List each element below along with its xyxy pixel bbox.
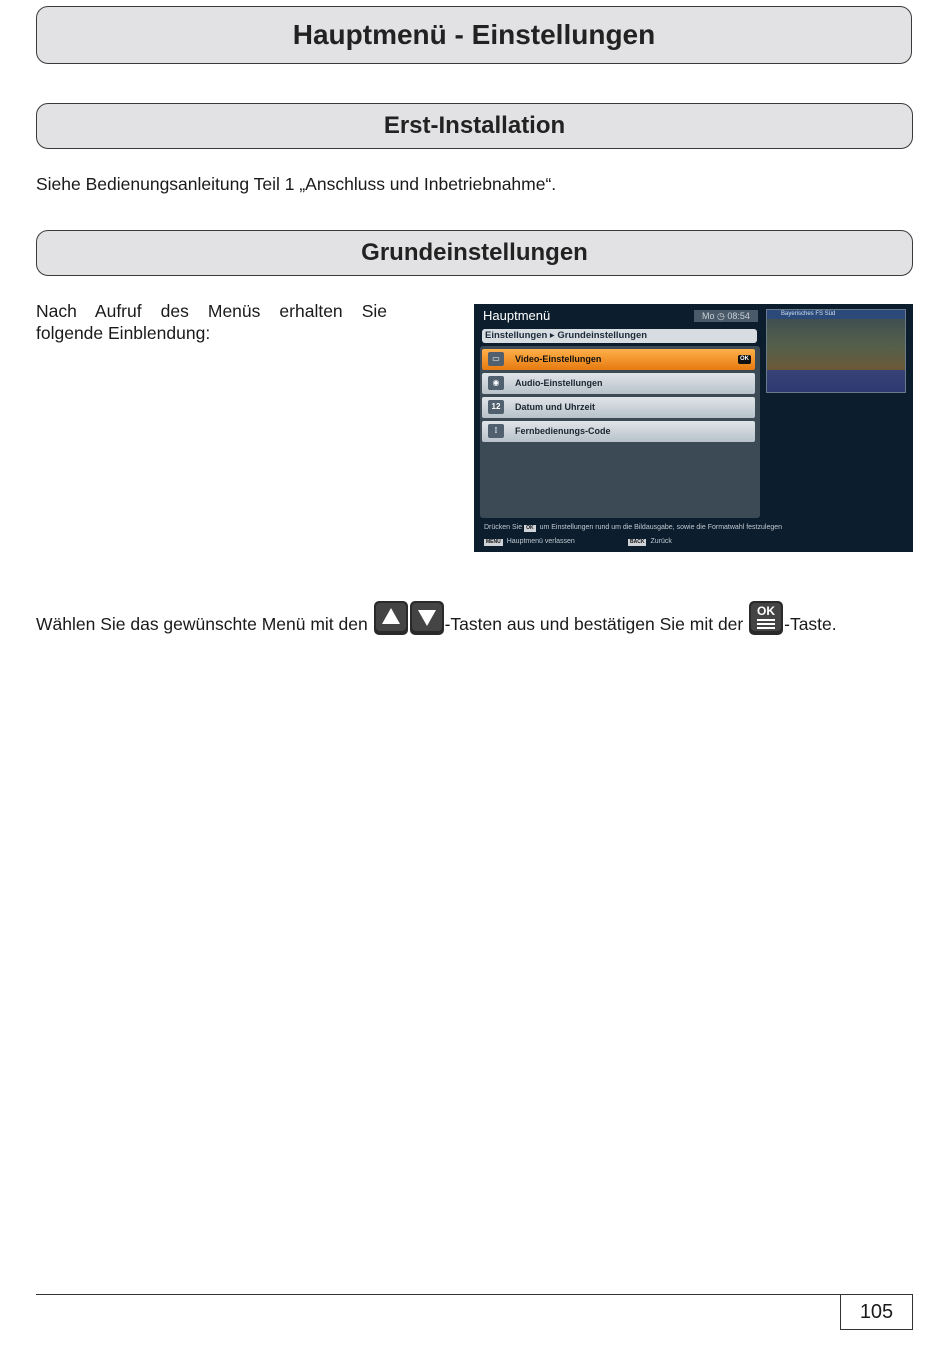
ok-key-icon [748,600,784,636]
section-heading-erst-installation: Erst-Installation [36,103,913,149]
menu-key-tag: MENU [486,539,501,545]
tv-menu-panel [480,346,760,518]
section-text-grundeinstellungen: Nach Aufruf des Menüs erhalten Sie folgende Einblendung: [36,301,387,343]
tv-menu-item-label: Fernbedienungs-Code [515,426,611,436]
tv-preview-info-bar [767,370,905,392]
tv-menu-title: Hauptmenü [483,308,551,323]
tv-clock: Mo ◷ 08:54 [694,310,758,322]
tv-footer-back: BACK Zurück [630,538,672,545]
tv-breadcrumb: Einstellungen ▸ Grundeinstellungen [482,329,757,343]
tv-menu-item-label: Audio-Einstellungen [515,378,603,388]
tv-preview-window [766,309,906,393]
page-title: Hauptmenü - Einstellungen [36,6,912,64]
tv-menu-screenshot [474,304,913,552]
remote-control-icon: ⁞ [488,424,504,438]
page-number: 105 [840,1294,913,1330]
instruction-text: Wählen Sie das gewünschte Menü mit den -Tasten aus und bestätigen Sie mit der OK -Taste. [36,600,837,636]
section-heading-grundeinstellungen: Grundeinstellungen [36,230,913,276]
ok-badge: OK [740,356,749,362]
tv-channel-name: Bayerisches FS Süd [767,310,905,319]
video-settings-icon: ▭ [488,352,504,366]
tv-menu-item-label: Video-Einstellungen [515,354,602,364]
section-text-erst-installation: Siehe Bedienungsanleitung Teil 1 „Anschluss und Inbetriebnahme“. [36,174,557,194]
tv-menu-item-label: Datum und Uhrzeit [515,402,595,412]
tv-menu-item-remote[interactable] [482,421,755,442]
calendar-icon: 12 [488,400,504,414]
footer-rule [36,1294,913,1295]
tv-hint-text: Drücken Sie OK um Einstellungen rund um die Bildausgabe, sowie die Formatwahl festzulegen [484,524,783,531]
ok-key-tag: OK [526,525,534,531]
tv-menu-item-datetime[interactable] [482,397,755,418]
back-key-tag: BACK [630,539,645,545]
arrow-down-key-icon [409,600,445,636]
svg-text:OK: OK [757,604,776,618]
tv-menu-item-video[interactable] [482,349,755,370]
tv-footer-menu: MENU Hauptmenü verlassen [486,538,575,545]
arrow-up-key-icon [373,600,409,636]
audio-settings-icon: ◉ [488,376,504,390]
tv-menu-item-audio[interactable] [482,373,755,394]
